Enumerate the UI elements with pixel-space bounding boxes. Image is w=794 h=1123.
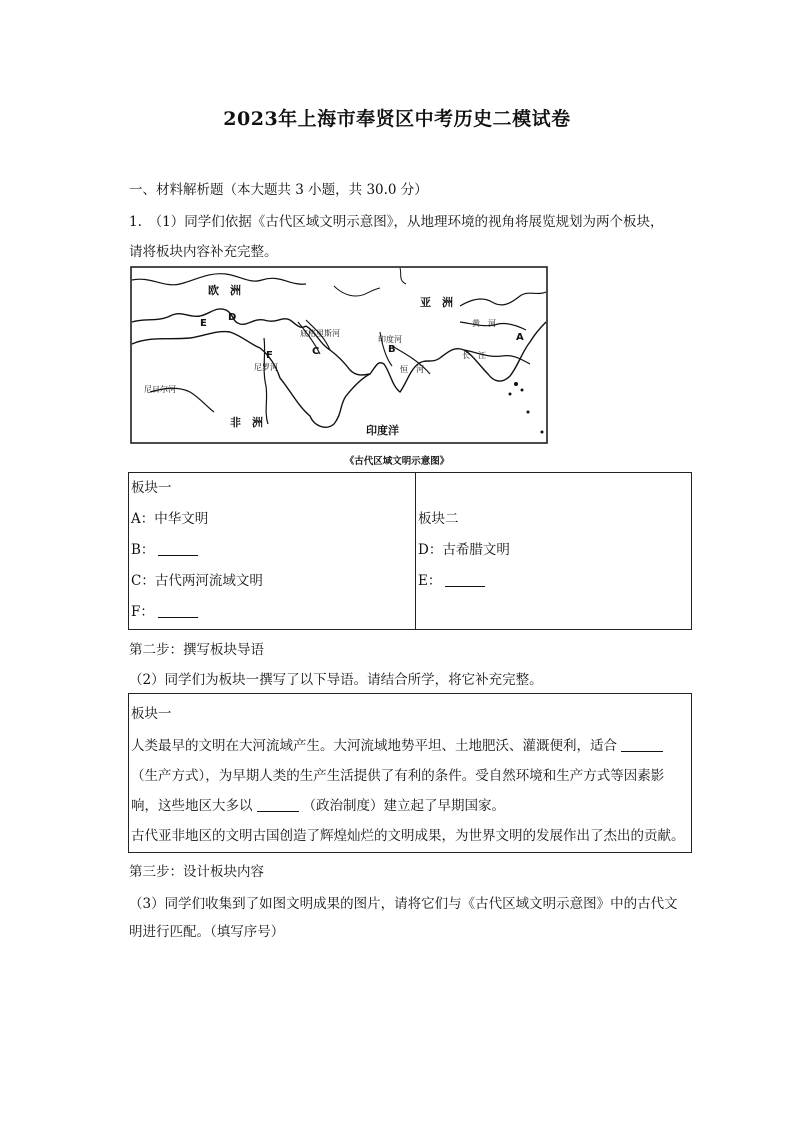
- item-d: D：古希腊文明: [418, 542, 510, 558]
- ancient-civilizations-map: [130, 266, 558, 444]
- marker-F: F: [266, 350, 273, 361]
- question-3-text: （3）同学们收集到了如图文明成果的图片，请将它们与《古代区域文明示意图》中的古代文: [129, 896, 678, 912]
- label-yellow-river: 黄 河: [472, 319, 496, 328]
- island: [521, 389, 524, 392]
- marker-B: B: [388, 344, 396, 355]
- intro-line-1: 人类最早的文明在大河流域产生。大河流域地势平坦、土地肥沃、灌溉便利，适合: [131, 734, 667, 754]
- intro-line-4: 古代亚非地区的文明古国创造了辉煌灿烂的文明成果，为世界文明的发展作出了杰出的贡献。: [131, 828, 685, 844]
- label-indus: 印度河: [378, 335, 402, 344]
- question-3-text-cont: 明进行匹配。（填写序号）: [129, 924, 285, 940]
- island: [509, 393, 512, 396]
- label-ganges: 恒 河: [400, 365, 424, 374]
- step-2-heading: 第二步：撰写板块导语: [129, 642, 264, 658]
- label-nile: 尼罗河: [254, 363, 278, 372]
- item-c: C：古代两河流域文明: [131, 573, 263, 589]
- section-heading: 一、材料解析题（本大题共 3 小题，共 30.0 分）: [129, 182, 428, 198]
- intro-line-3: 响，这些地区大多以 （政治制度）建立起了早期国家。: [131, 798, 505, 814]
- label-africa: 非 洲: [230, 416, 263, 429]
- label-tigris-euphrates: 底格里斯河: [300, 329, 340, 338]
- blank-f[interactable]: [158, 603, 198, 618]
- island: [514, 382, 518, 386]
- blank-e[interactable]: [445, 572, 485, 587]
- label-europe: 欧 洲: [208, 284, 241, 297]
- item-f: F：: [131, 597, 413, 628]
- item-b: B：: [131, 535, 413, 566]
- marker-D: D: [228, 312, 237, 323]
- item-e: E：: [418, 566, 689, 597]
- label-indian-ocean: 印度洋: [366, 424, 399, 437]
- question-2-text: （2）同学们为板块一撰写了以下导语。请结合所学，将它补充完整。: [129, 672, 543, 688]
- map-caption: 《古代区域文明示意图》: [344, 456, 450, 467]
- block-two-heading: 板块二: [418, 511, 459, 527]
- blank-production-mode[interactable]: [621, 737, 663, 752]
- item-a: A：中华文明: [131, 511, 209, 527]
- island: [541, 431, 544, 434]
- blocks-table: [128, 472, 692, 630]
- marker-A: A: [516, 332, 524, 343]
- label-asia: 亚 洲: [420, 296, 453, 309]
- island: [527, 411, 530, 414]
- block-one-cell: [129, 473, 416, 630]
- blank-political-system[interactable]: [257, 797, 299, 812]
- block-one-heading: 板块一: [131, 480, 172, 496]
- block-one-intro-box: [128, 693, 692, 853]
- step-3-heading: 第三步：设计板块内容: [129, 864, 264, 880]
- intro-line-2: （生产方式），为早期人类的生产生活提供了有利的条件。受自然环境和生产方式等因素影: [131, 768, 665, 784]
- block-two-cell: [416, 473, 692, 630]
- marker-C: C: [312, 346, 320, 357]
- intro-heading: 板块一: [131, 706, 172, 722]
- label-yangtze: 长 江: [462, 351, 486, 360]
- page-title: 2023年上海市奉贤区中考历史二模试卷: [223, 108, 571, 130]
- blank-b[interactable]: [158, 541, 198, 556]
- question-1-text-cont: 请将板块内容补充完整。: [129, 244, 278, 260]
- question-1-text: 1. （1）同学们依据《古代区域文明示意图》，从地理环境的视角将展览规划为两个板块，: [129, 214, 664, 230]
- label-niger: 尼日尔河: [144, 385, 176, 394]
- marker-E: E: [200, 318, 207, 329]
